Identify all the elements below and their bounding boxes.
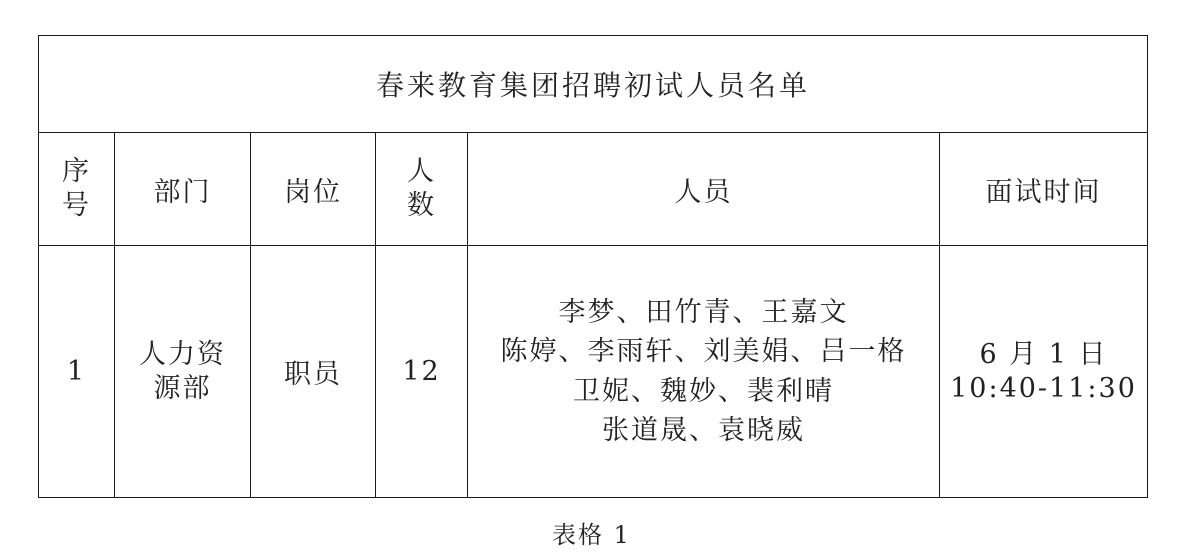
- interview-date: 6 月 1 日: [979, 338, 1108, 370]
- title-row: [39, 36, 1148, 133]
- people-line: 卫妮、魏妙、裴利晴: [573, 375, 834, 407]
- cell-position: 职员: [251, 246, 376, 498]
- table-row: [39, 246, 1148, 498]
- cell-department: [115, 246, 251, 498]
- header-count: [376, 133, 468, 246]
- cell-count: 12: [376, 246, 468, 498]
- department-line: 源部: [153, 372, 212, 404]
- header-interview-time: 面试时间: [940, 133, 1148, 246]
- people-line: 张道晟、袁晓威: [602, 414, 805, 446]
- header-index-line: 号: [62, 190, 91, 221]
- header-count-line: 人: [407, 156, 436, 188]
- people-line: 陈婷、李雨轩、刘美娟、吕一格: [500, 336, 907, 368]
- header-index: [39, 133, 115, 246]
- table-caption: 表格 1: [552, 521, 631, 549]
- table-title: 春来教育集团招聘初试人员名单: [39, 36, 1148, 133]
- header-people: 人员: [468, 133, 940, 246]
- header-department: 部门: [115, 133, 251, 246]
- interview-time-range: 10:40-11:30: [950, 372, 1137, 404]
- department-line: 人力资: [139, 338, 226, 370]
- cell-index: 1: [39, 246, 115, 498]
- recruitment-table-container: [38, 35, 1147, 498]
- header-count-line: 数: [407, 190, 436, 221]
- header-position: 岗位: [251, 133, 376, 246]
- header-row: [39, 133, 1148, 246]
- people-line: 李梦、田竹青、王嘉文: [558, 297, 849, 329]
- cell-interview-time: [940, 246, 1148, 498]
- cell-people: [468, 246, 940, 498]
- recruitment-table: [38, 35, 1148, 498]
- header-index-line: 序: [62, 156, 91, 188]
